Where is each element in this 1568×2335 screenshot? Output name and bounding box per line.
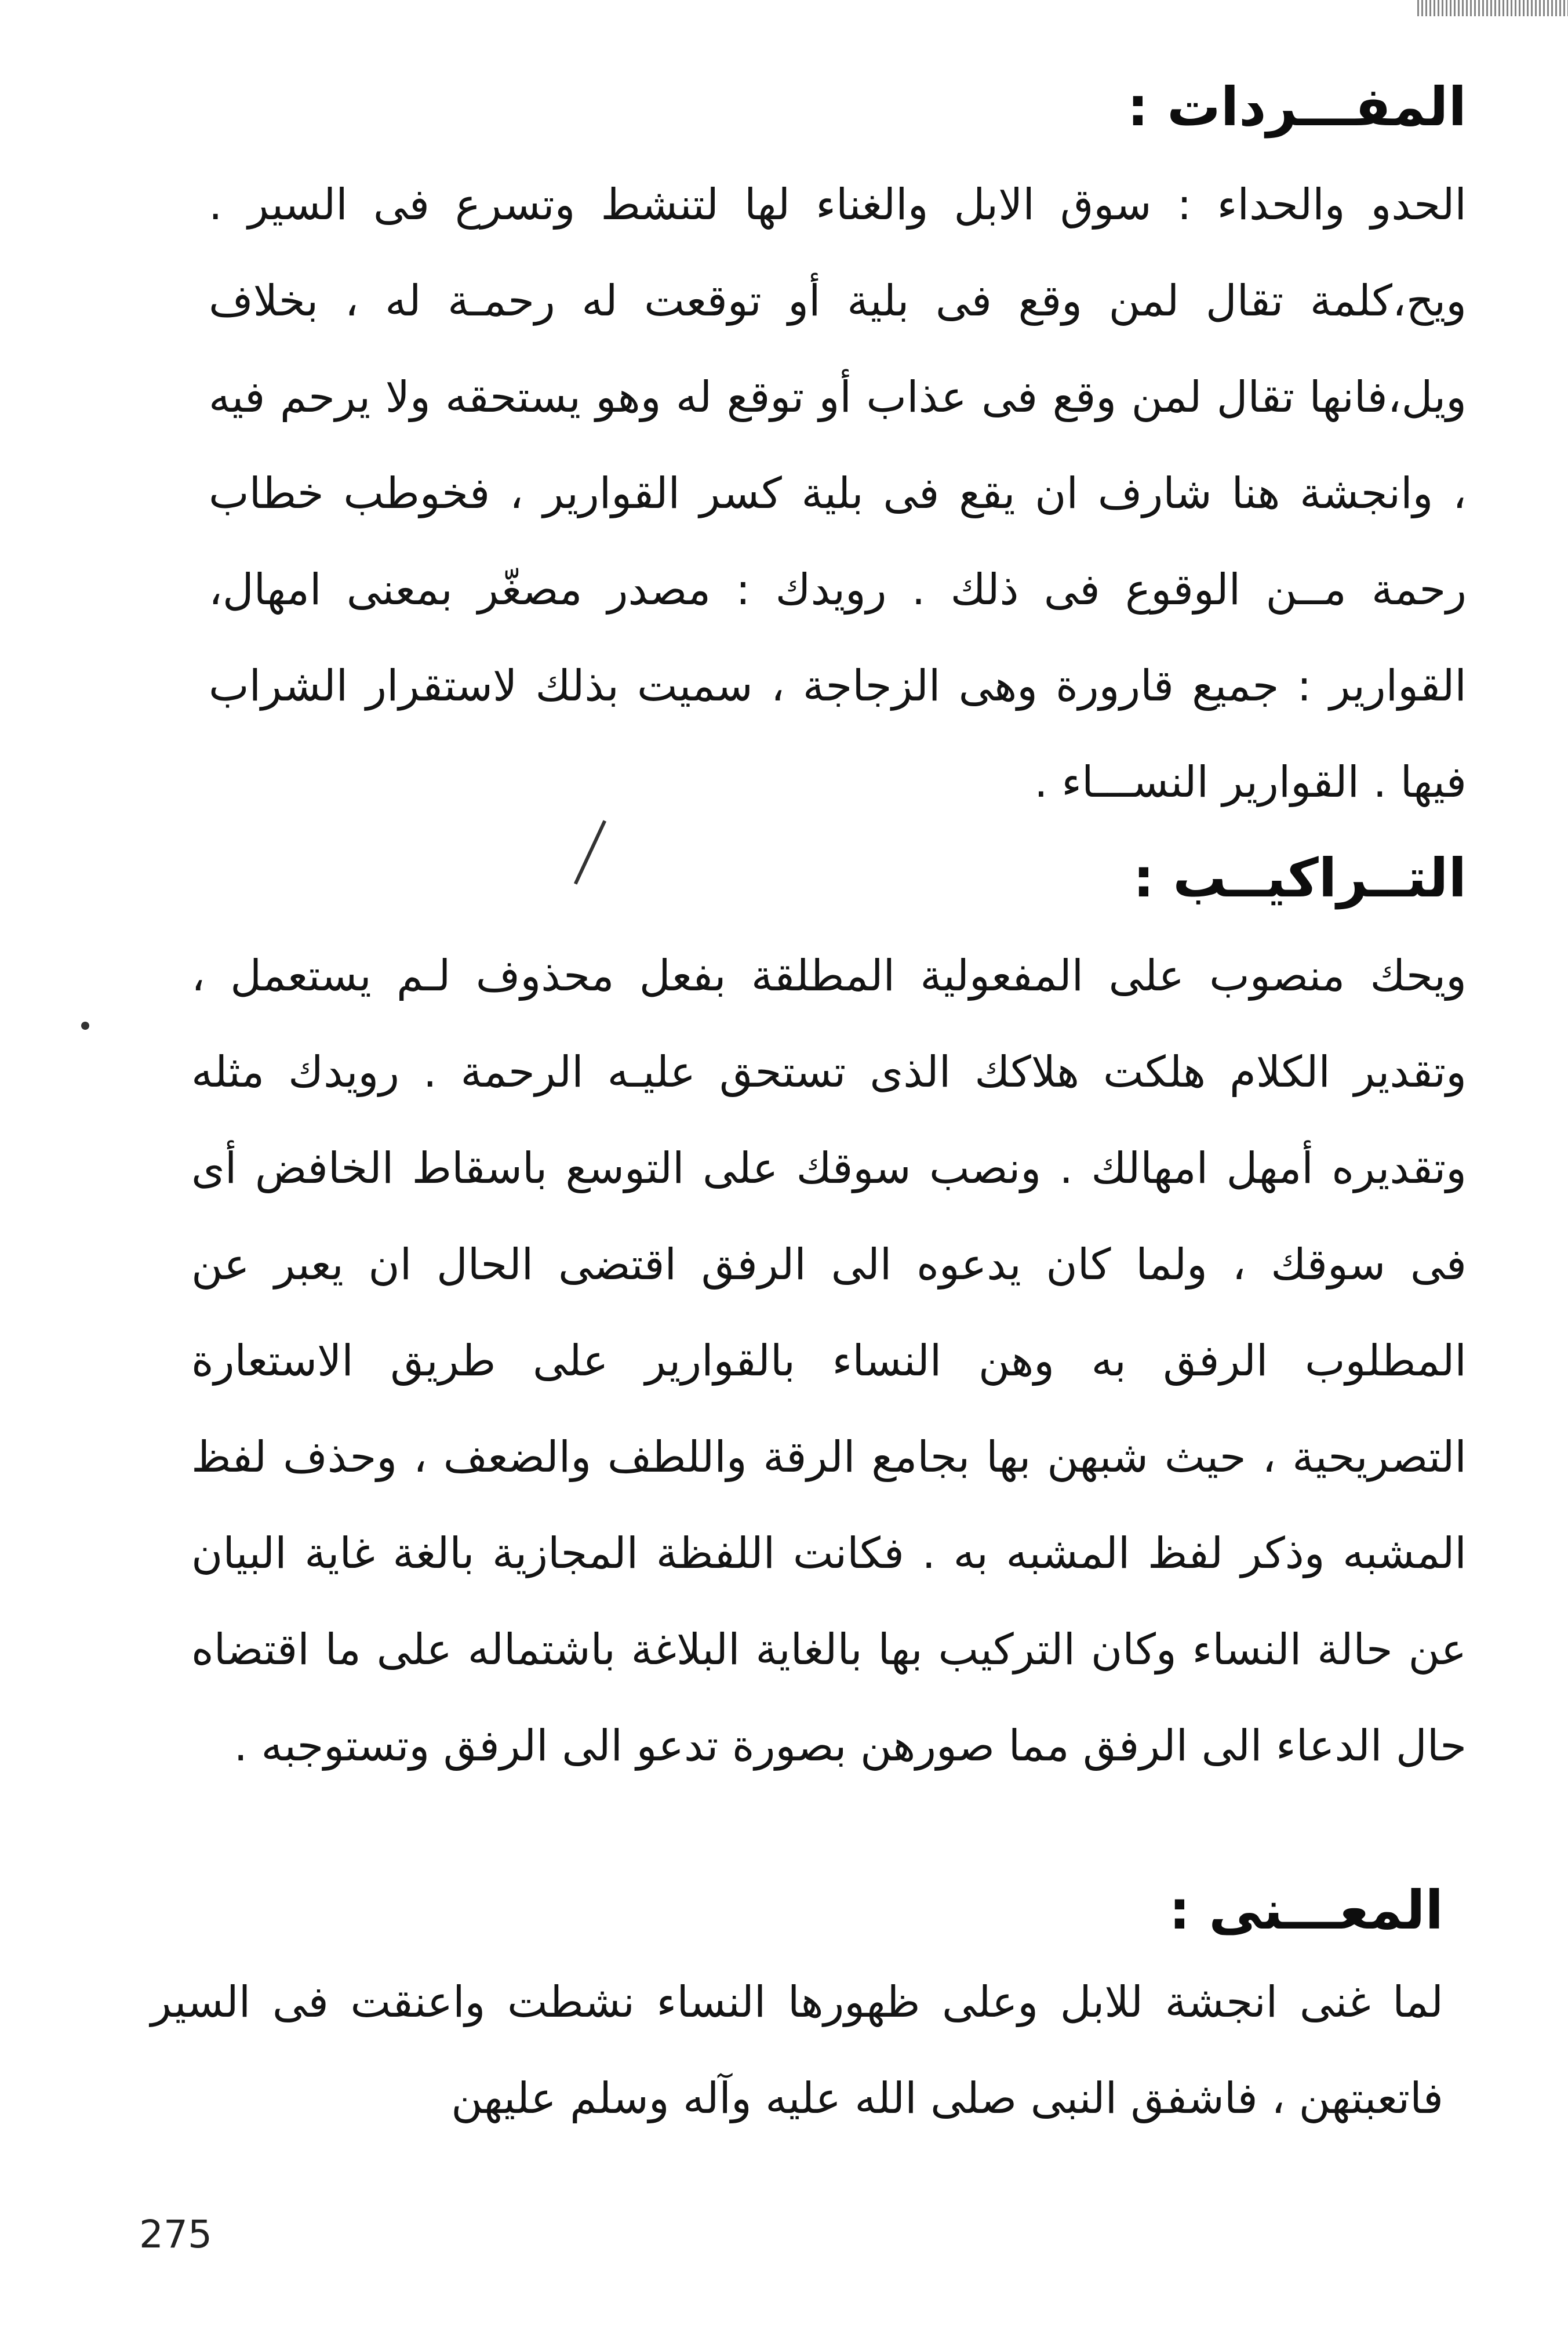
vocabulary-section [209,70,1467,830]
syntax-paragraph: ويحك منصوب على المفعولية المطلقة بفعل محذوف لـم يستعمل ، وتقدير الكلام هلكت هلاكك الذى تستحق عليـه الرحمة . رويدك مثله وتقديره أمهل امهالك . ونصب سوقك على التوسع باسقاط الخافض أى فى سوقك ، ولما كان يدعوه الى الرفق اقتضى الحال ان يعبر عن المطلوب الرفق به وهن النساء بالقوارير على طريق الاستعارة التصريحية ، حيث شبهن بها بجامع الرقة واللطف والضعف ، وحذف لفظ المشبه وذكر لفظ المشبه به . فكانت اللفظة المجازية بالغة غاية البيان عن حالة النساء وكان التركيب بها بالغاية البلاغة باشتماله على ما اقتضاه حال الدعاء الى الرفق مما صورهن بصورة تدعو الى الرفق وتستوجبه . [191,951,1467,1771]
stray-dot-mark [81,1022,89,1030]
syntax-heading: التــراكيــب : [1133,847,1467,909]
meaning-paragraph: لما غنى انجشة للابل وعلى ظهورها النساء نشطت واعنقت فى السير فاتعبتهن ، فاشفق النبى صلى الله عليه وآله وسلم عليهن [151,1977,1443,2123]
meaning-section [151,1873,1443,2147]
vocabulary-heading: المفـــردات : [1127,76,1467,138]
vocabulary-paragraph: الحدو والحداء : سوق الابل والغناء لها لتنشط وتسرع فى السير . ويح،كلمة تقال لمن وقع فى بلية أو توقعت له رحمـة له ، بخلاف ويل،فانها تقال لمن وقع فى عذاب أو توقع له وهو يستحقه ولا يرحم فيه ، وانجشة هنا شارف ان يقع فى بلية كسر القوارير ، فخوطب خطاب رحمة مــن الوقوع فى ذلك . رويدك : مصدر مصغّر بمعنى امهال، القوارير : جميع قارورة وهى الزجاجة ، سميت بذلك لاستقرار الشراب فيها . القوارير النســـاء . [209,180,1467,807]
meaning-heading: المعـــنى : [1169,1879,1443,1941]
scan-edge-artifact [1417,0,1568,16]
page-number: 275 [139,2212,212,2257]
syntax-section [191,841,1467,1794]
